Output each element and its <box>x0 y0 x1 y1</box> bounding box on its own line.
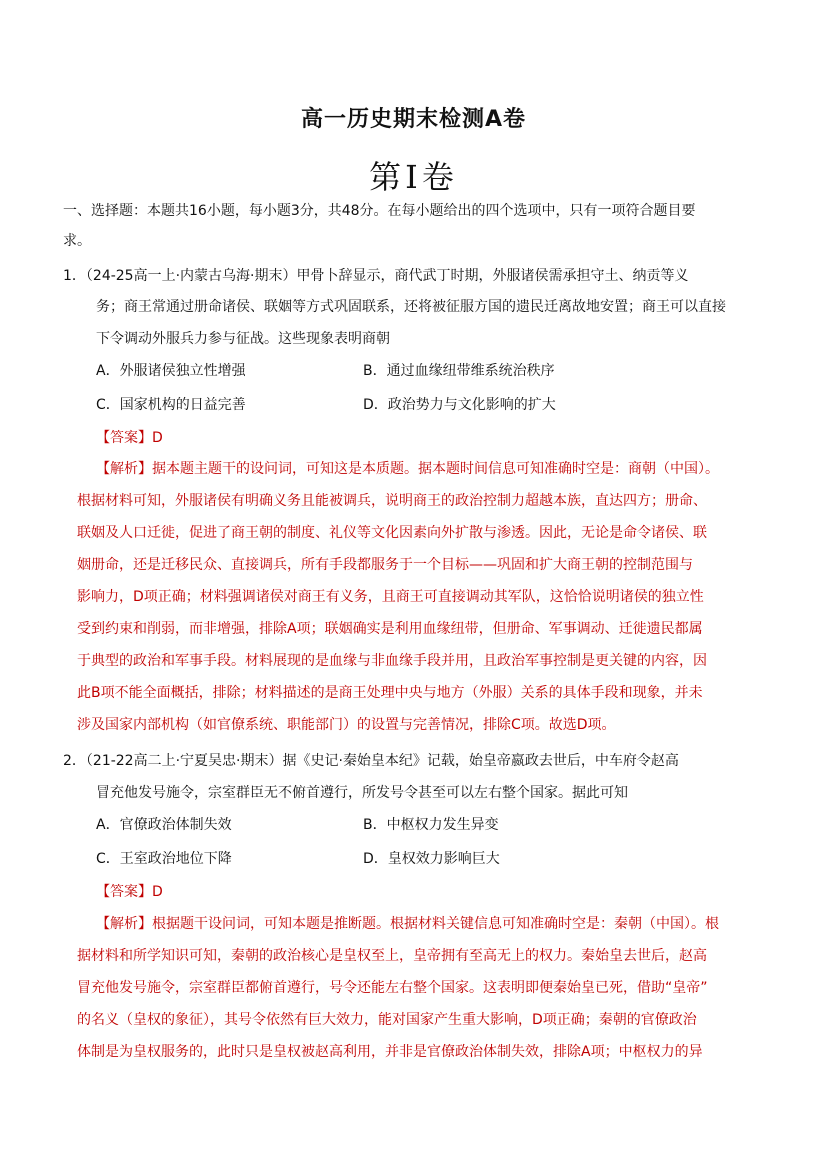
q1-analysis-line: 根据材料可知，外服诸侯有明确义务且能被调兵，说明商王的政治控制力超越本族，直达四方；册命、 <box>77 493 707 509</box>
q2-option-b: B．中枢权力发生异变 <box>363 817 499 833</box>
q2-option-a: A．官僚政治体制失效 <box>96 817 232 833</box>
q1-analysis-line: 涉及国家内部机构（如官僚系统、职能部门）的设置与完善情况，排除C项。故选D项。 <box>77 717 616 733</box>
q1-option-c: C．国家机构的日益完善 <box>96 397 246 413</box>
q2-analysis-line: 据材料和所学知识可知，秦朝的政治核心是皇权至上，皇帝拥有至高无上的权力。秦始皇去世后，赵高 <box>77 948 707 964</box>
q1-analysis-line: 姻册命，还是迁移民众、直接调兵，所有手段都服务于一个目标——巩固和扩大商王朝的控制范围与 <box>77 557 693 573</box>
q1-option-b: B．通过血缘纽带维系统治秩序 <box>363 363 555 379</box>
q1-answer <box>96 428 163 448</box>
analysis-text: 根据题干设问词，可知本题是推断题。根据材料关键信息可知准确时空是：秦朝（中国）。根 <box>152 916 719 932</box>
q2-answer <box>96 882 163 902</box>
q1-option-d: D．政治势力与文化影响的扩大 <box>363 397 556 413</box>
analysis-text: 据本题主题干的设问词，可知这是本质题。据本题时间信息可知准确时空是：商朝（中国）。 <box>152 461 719 477</box>
analysis-tag: 【解析】 <box>96 916 152 932</box>
q2-analysis-line <box>96 914 719 934</box>
answer-value: D <box>152 430 163 446</box>
document-title: 高一历史期末检测A卷 <box>300 107 527 132</box>
answer-tag: 【答案】 <box>96 884 152 900</box>
volume-heading: 第Ⅰ卷 <box>369 158 458 196</box>
q2-option-d: D．皇权效力影响巨大 <box>363 851 500 867</box>
answer-tag: 【答案】 <box>96 430 152 446</box>
q1-analysis-line: 影响力，D项正确；材料强调诸侯对商王有义务，且商王可直接调动其军队，这恰恰说明诸侯的独立性 <box>77 589 704 605</box>
q2-stem-line: 2．（21-22高二上·宁夏吴忠·期末）据《史记·秦始皇本纪》记载，始皇帝嬴政去世后，中车府令赵高 <box>63 753 679 769</box>
q2-option-c: C．王室政治地位下降 <box>96 851 232 867</box>
q1-stem-line: 务；商王常通过册命诸侯、联姻等方式巩固联系，还将被征服方国的遗民迁离故地安置；商王可以直接 <box>96 299 726 315</box>
q1-option-a: A．外服诸侯独立性增强 <box>96 363 246 379</box>
q1-analysis-line: 联姻及人口迁徙，促进了商王朝的制度、礼仪等文化因素向外扩散与渗透。因此，无论是命令诸侯、联 <box>77 525 707 541</box>
q1-analysis-line: 受到约束和削弱，而非增强，排除A项；联姻确实是利用血缘纽带，但册命、军事调动、迁徙遗民都属 <box>77 621 703 637</box>
q2-stem-line: 冒充他发号施令，宗室群臣无不俯首遵行，所发号令甚至可以左右整个国家。据此可知 <box>96 785 628 801</box>
answer-value: D <box>152 884 163 900</box>
q1-analysis-line <box>96 459 719 479</box>
section-instruction: 一、选择题：本题共16小题，每小题3分，共48分。在每小题给出的四个选项中，只有一项符合题目要 <box>63 203 696 219</box>
q2-analysis-line: 体制是为皇权服务的，此时只是皇权被赵高利用，并非是官僚政治体制失效，排除A项；中枢权力的异 <box>77 1044 703 1060</box>
q2-analysis-line: 的名义（皇权的象征），其号令依然有巨大效力，能对国家产生重大影响，D项正确；秦朝的官僚政治 <box>77 1012 697 1028</box>
q1-analysis-line: 于典型的政治和军事手段。材料展现的是血缘与非血缘手段并用，且政治军事控制是更关键的内容，因 <box>77 653 707 669</box>
q2-analysis-line: 冒充他发号施令，宗室群臣都俯首遵行，号令还能左右整个国家。这表明即便秦始皇已死，借助“皇帝” <box>77 980 708 996</box>
analysis-tag: 【解析】 <box>96 461 152 477</box>
section-instruction-cont: 求。 <box>63 233 91 249</box>
q1-analysis-line: 此B项不能全面概括，排除；材料描述的是商王处理中央与地方（外服）关系的具体手段和现象，并未 <box>77 685 703 701</box>
q1-stem-line: 下令调动外服兵力参与征战。这些现象表明商朝 <box>96 331 390 347</box>
q1-stem-line: 1．（24-25高一上·内蒙古乌海·期末）甲骨卜辞显示，商代武丁时期，外服诸侯需承担守土、纳贡等义 <box>63 268 689 284</box>
